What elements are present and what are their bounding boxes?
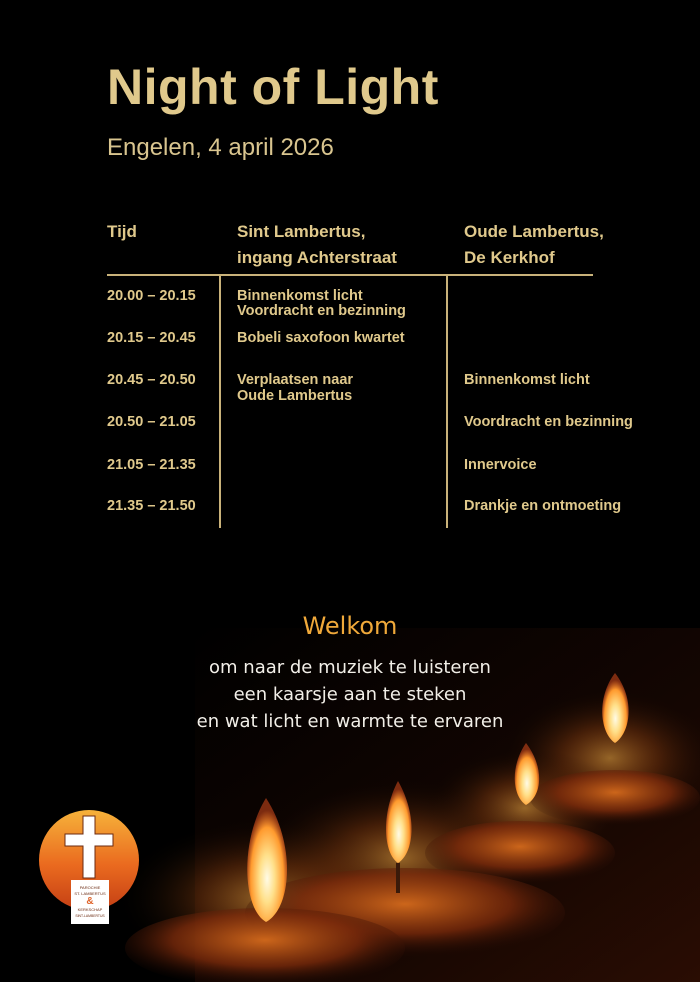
row-3-sint-line2: Oude Lambertus [237,388,353,404]
row-5-oude: Innervoice [464,457,537,473]
header-sint-line1: Sint Lambertus, [237,222,366,241]
header-sint-line2: ingang Achterstraat [237,248,397,267]
header-oude-line2: De Kerkhof [464,248,555,267]
logo-ampersand: & [86,896,94,907]
header-sint-lambertus [237,219,397,271]
column-divider-1 [219,275,221,528]
column-divider-2 [446,275,448,528]
row-1-sint-line2: Voordracht en bezinning [237,303,406,319]
row-4-time: 20.50 – 21.05 [107,414,196,430]
logo-line-1: PAROCHIE [79,885,101,890]
welcome-heading: Welkom [302,612,398,640]
row-3-sint-line1: Verplaatsen naar [237,372,354,388]
welcome-line-1: om naar de muziek te luisteren [209,657,491,678]
header-divider [107,274,593,276]
welcome-line-2: een kaarsje aan te steken [233,684,467,705]
row-3-oude: Binnenkomst licht [464,372,590,388]
event-date-location: Engelen, 4 april 2026 [107,134,334,161]
welcome-line-3: en wat licht en warmte te ervaren [196,711,504,732]
logo-line-2: ST. LAMBERTUS [74,891,106,896]
row-3-time: 20.45 – 20.50 [107,372,196,388]
row-1-sint-line1: Binnenkomst licht [237,288,363,304]
row-1-time: 20.00 – 20.15 [107,288,196,304]
parish-logo [37,810,143,926]
header-time: Tijd [107,222,137,241]
header-oude-lambertus [464,219,604,271]
logo-line-5: SINT-LAMBERTUS [75,914,105,918]
row-6-time: 21.35 – 21.50 [107,498,196,514]
logo-line-4: KERKSCHAP [77,907,103,912]
row-5-time: 21.05 – 21.35 [107,457,196,473]
row-6-oude: Drankje en ontmoeting [464,498,622,514]
candle-pool-4 [530,770,700,826]
header-oude-line1: Oude Lambertus, [464,222,604,241]
row-2-time: 20.15 – 20.45 [107,330,196,346]
row-2-sint-line1: Bobeli saxofoon kwartet [237,330,405,346]
row-4-oude: Voordracht en bezinning [464,414,633,430]
page-title: Night of Light [107,59,439,115]
